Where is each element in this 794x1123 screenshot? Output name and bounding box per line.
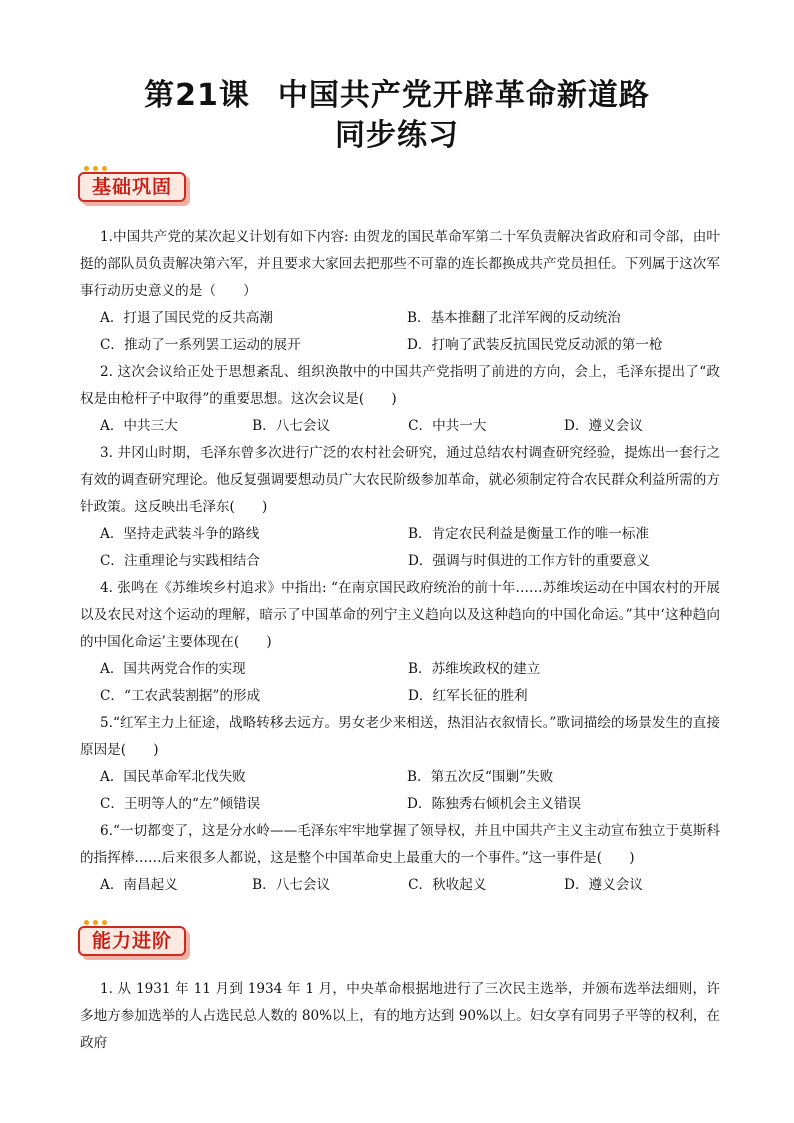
options-row [80,548,720,575]
lesson-number: 第21课 [144,78,250,113]
question-stem: 1.中国共产党的某次起义计划有如下内容: 由贺龙的国民革命军第二十军负责解决省政府和司令部，由叶挺的部队员负责解决第六军，并且要求大家回去把那些不可靠的连长都换成共产党员担任。下列属于这次军事行动历史意义的是（ ） [80,229,720,299]
options-row [80,791,720,818]
section-badge-basic [78,172,190,206]
option-c[interactable]: C．推动了一系列罢工运动的展开 [100,337,301,353]
option-a[interactable]: A．打退了国民党的反共高潮 [100,310,273,326]
option-b[interactable]: B．肯定农民利益是衡量工作的唯一标准 [408,526,650,542]
options-row [80,521,720,548]
option-b[interactable]: B．基本推翻了北洋军阀的反动统治 [407,310,621,326]
section-title-basic: 基础巩固 [78,172,186,202]
option-a[interactable]: A．坚持走武装斗争的路线 [100,526,260,542]
question-1 [80,224,720,359]
option-c[interactable]: C．注重理论与实践相结合 [100,553,260,569]
options-row [80,332,720,359]
option-d[interactable]: D．打响了武装反抗国民党反动派的第一枪 [407,337,663,353]
option-c[interactable]: C．王明等人的“左”倾错误 [100,796,261,812]
option-d[interactable]: D．陈独秀右倾机会主义错误 [407,796,582,812]
advanced-question-1 [80,976,720,1057]
section-badge-advanced [78,926,190,960]
options-row [80,305,720,332]
question-stem: 1. 从 1931 年 11 月到 1934 年 1 月，中央革命根据地进行了三次民主选举，并颁布选举法细则，许多地方参加选举的人占选民总人数的 80%以上，有的地方达到 90%以上。妇女享有同男子平等的权利，在政府 [80,981,721,1051]
option-a[interactable]: A．中共三大 [100,418,178,434]
question-6 [80,818,720,899]
option-d[interactable]: D．强调与时俱进的工作方针的重要意义 [408,553,650,569]
question-stem: 6.“一切都变了，这是分水岭——毛泽东牢牢地掌握了领导权，并且中国共产主义主动宣布独立于莫斯科的指挥棒……后来很多人都说，这是整个中国革命史上最重大的一个事件。”这一事件是( ) [80,823,720,866]
option-b[interactable]: B．八七会议 [252,418,331,434]
option-d[interactable]: D．红军长征的胜利 [408,688,528,704]
section-title-advanced: 能力进阶 [78,926,186,956]
option-c[interactable]: C．秋收起义 [408,877,487,893]
title-block [0,76,794,156]
question-stem: 3. 井冈山时期，毛泽东曾多次进行广泛的农村社会研究，通过总结农村调查研究经验，提炼出一套行之有效的调查研究理论。他反复强调要想动员广大农民阶级参加革命，就必须制定符合农民群众利益所需的方针政策。这反映出毛泽东( ) [80,445,720,515]
options-row [80,683,720,710]
options-row [80,872,720,899]
options-row [80,764,720,791]
badge-dots-icon [84,920,107,925]
option-c[interactable]: C．中共一大 [408,418,487,434]
question-3 [80,440,720,575]
lesson-topic: 中国共产党开辟革命新道路 [277,78,650,113]
option-c[interactable]: C．“工农武装割据”的形成 [100,688,261,704]
option-d[interactable]: D．遵义会议 [564,877,643,893]
options-row [80,656,720,683]
question-2 [80,359,720,440]
question-stem: 4. 张鸣在《苏维埃乡村追求》中指出: “在南京国民政府统治的前十年……苏维埃运动在中国农村的开展以及农民对这个运动的理解，暗示了中国革命的列宁主义趋向以及这种趋向的中国化命运。”其中‘这种趋向的中国化命运’主要体现在( ) [80,580,720,650]
option-b[interactable]: B．苏维埃政权的建立 [408,661,541,677]
option-b[interactable]: B．第五次反“围剿”失败 [407,769,554,785]
options-row [80,413,720,440]
page-subtitle: 同步练习 [335,118,459,153]
question-5 [80,710,720,818]
option-b[interactable]: B．八七会议 [252,877,331,893]
option-d[interactable]: D．遵义会议 [564,418,643,434]
question-stem: 5.“红军主力上征途，战略转移去远方。男女老少来相送，热泪沾衣叙情长。”歌词描绘的场景发生的直接原因是( ) [80,715,720,758]
question-4 [80,575,720,710]
option-a[interactable]: A．国民革命军北伐失败 [100,769,246,785]
page-title [0,76,794,116]
option-a[interactable]: A．国共两党合作的实现 [100,661,246,677]
advanced-questions [80,976,720,1057]
option-a[interactable]: A．南昌起义 [100,877,178,893]
badge-dots-icon [84,166,107,171]
question-stem: 2. 这次会议给正处于思想紊乱、组织涣散中的中国共产党指明了前进的方向，会上，毛泽东提出了“政权是由枪杆子中取得”的重要思想。这次会议是( ) [80,364,720,407]
basic-questions [80,224,720,899]
